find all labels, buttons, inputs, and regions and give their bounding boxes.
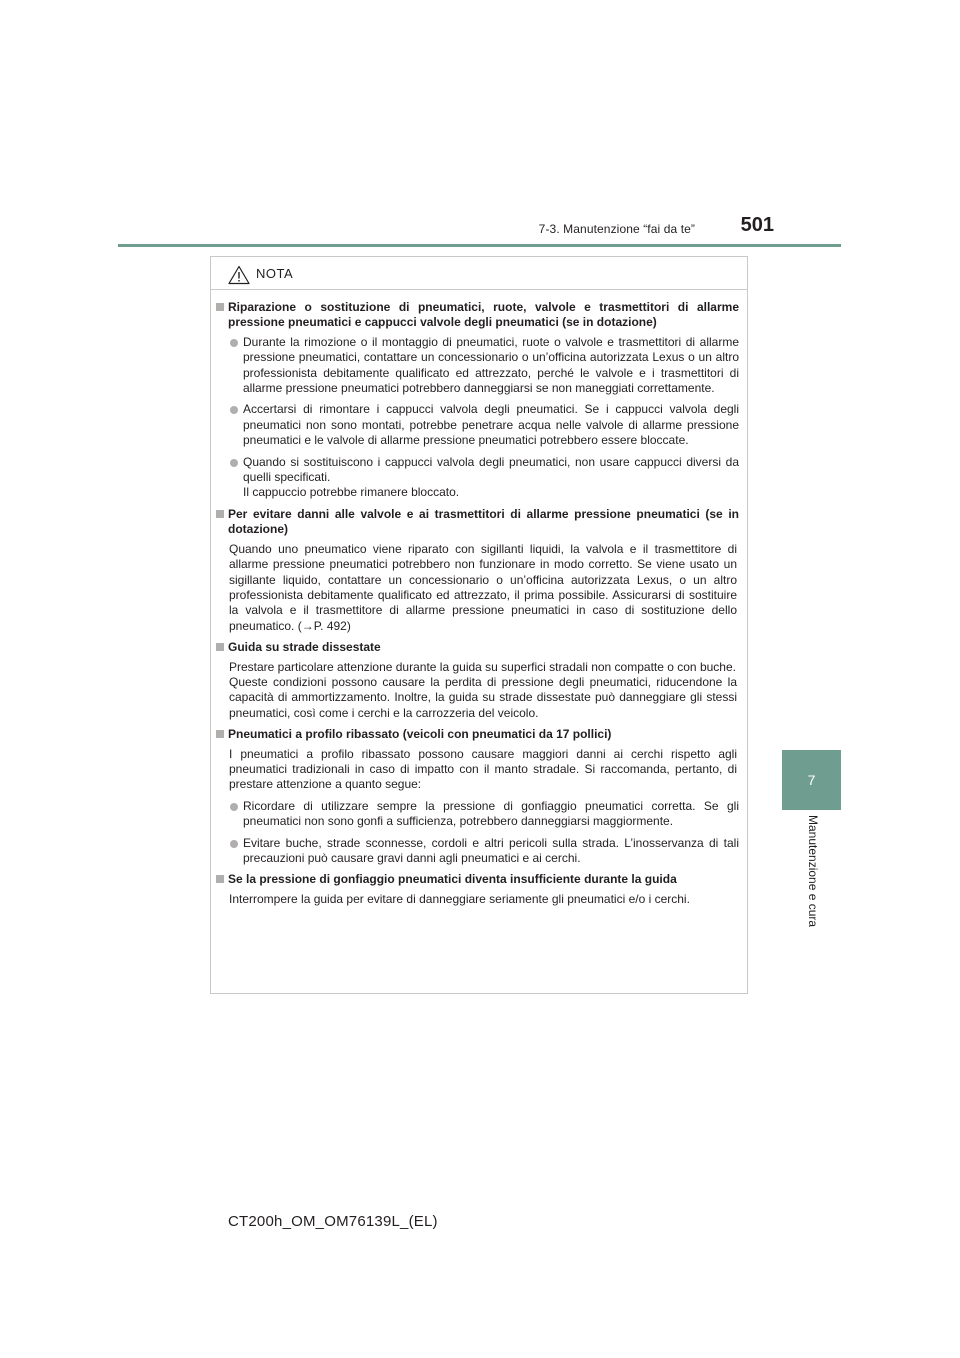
section-text: I pneumatici a profilo ribassato possono causare maggiori danni ai cerchi rispetto agli pneumatici tradizionali in caso di impatto con il manto stradale. Si raccomanda, pertanto, di prestare attenzione a quanto segue:	[229, 746, 737, 792]
section-heading: Riparazione o sostituzione di pneumatici, ruote, valvole e trasmettitori di allarme pressione pneumatici e cappucci valvole degli pneumatici (se in dotazione)	[211, 300, 747, 331]
list-item: Quando si sostituiscono i cappucci valvola degli pneumatici, non usare cappucci diversi da quelli specificati.	[211, 455, 747, 486]
section-text: Prestare particolare attenzione durante la guida su superfici stradali non compatte o con buche.	[229, 659, 736, 674]
list-item: Evitare buche, strade sconnesse, cordoli e altri pericoli sulla strada. L’inosservanza di tali precauzioni può causare gravi danni agli pneumatici e ai cerchi.	[211, 836, 747, 867]
list-item: Durante la rimozione o il montaggio di pneumatici, ruote o valvole e trasmettitori di allarme pressione pneumatici, contattare un concessionario o un’officina autorizzata Lexus o un altro professionista debitamente qualificato ed attrezzato, perché le valvole e i trasmettitori di allarme pressione pneumatici potrebbero danneggiarsi se non maneggiati correttamente.	[211, 335, 747, 397]
chapter-tab[interactable]	[782, 750, 841, 810]
chapter-label: Manutenzione e cura	[806, 815, 820, 928]
section-text: Interrompere la guida per evitare di danneggiare seriamente gli pneumatici e/o i cerchi.	[229, 891, 690, 906]
square-bullet-icon	[216, 730, 224, 738]
warning-triangle-icon	[228, 265, 250, 285]
section-heading: Guida su strade dissestate	[211, 640, 747, 655]
page-number: 501	[740, 214, 774, 236]
list-item: Ricordare di utilizzare sempre la pressione di gonfiaggio pneumatici corretta. Se gli pneumatici non sono gonfi a sufficienza, potrebbero danneggiarsi maggiormente.	[211, 799, 747, 830]
list-item-continuation: Il cappuccio potrebbe rimanere bloccato.	[243, 485, 460, 500]
circle-bullet-icon	[230, 406, 238, 414]
notice-title: NOTA	[256, 266, 294, 281]
section-text: Quando uno pneumatico viene riparato con sigillanti liquidi, la valvola e il trasmettitore di allarme pressione pneumatici potrebbero non funzionare in modo corretto. Se viene usato un sigillante liquido, contattare un concessionario o un’officina autorizzata Lexus, o un altro professionista debitamente qualificato ed attrezzato, il prima possibile. Assicurarsi di sostituire la valvola e il trasmettitore di allarme pressione pneumatici in caso di sostituzione dello pneumatico. (→P. 492)	[229, 541, 737, 633]
running-header-section: 7-3. Manutenzione “fai da te”	[538, 222, 695, 236]
notice-box	[210, 256, 748, 994]
square-bullet-icon	[216, 875, 224, 883]
circle-bullet-icon	[230, 459, 238, 467]
circle-bullet-icon	[230, 803, 238, 811]
chapter-number: 7	[807, 772, 816, 788]
square-bullet-icon	[216, 510, 224, 518]
document-code: CT200h_OM_OM76139L_(EL)	[228, 1213, 438, 1230]
notice-header	[211, 257, 747, 290]
square-bullet-icon	[216, 303, 224, 311]
square-bullet-icon	[216, 643, 224, 651]
section-heading: Se la pressione di gonfiaggio pneumatici diventa insufficiente durante la guida	[211, 872, 747, 887]
header-rule	[118, 244, 841, 247]
section-heading: Pneumatici a profilo ribassato (veicoli con pneumatici da 17 pollici)	[211, 727, 747, 742]
list-item: Accertarsi di rimontare i cappucci valvola degli pneumatici. Se i cappucci valvola degli pneumatici non sono montati, potrebbe penetrare acqua nelle valvole di allarme pressione pneumatici e le valvole di allarme pressione pneumatici potrebbero essere bloccate.	[211, 402, 747, 448]
section-text: Queste condizioni possono causare la perdita di pressione degli pneumatici, riducendone la capacità di ammortizzamento. Inoltre, la guida su strade dissestate può danneggiare gli stessi pneumatici, così come i cerchi e la carrozzeria del veicolo.	[229, 674, 737, 720]
section-heading: Per evitare danni alle valvole e ai trasmettitori di allarme pressione pneumatici (se in dotazione)	[211, 507, 747, 538]
circle-bullet-icon	[230, 840, 238, 848]
notice-body	[211, 300, 747, 913]
circle-bullet-icon	[230, 339, 238, 347]
